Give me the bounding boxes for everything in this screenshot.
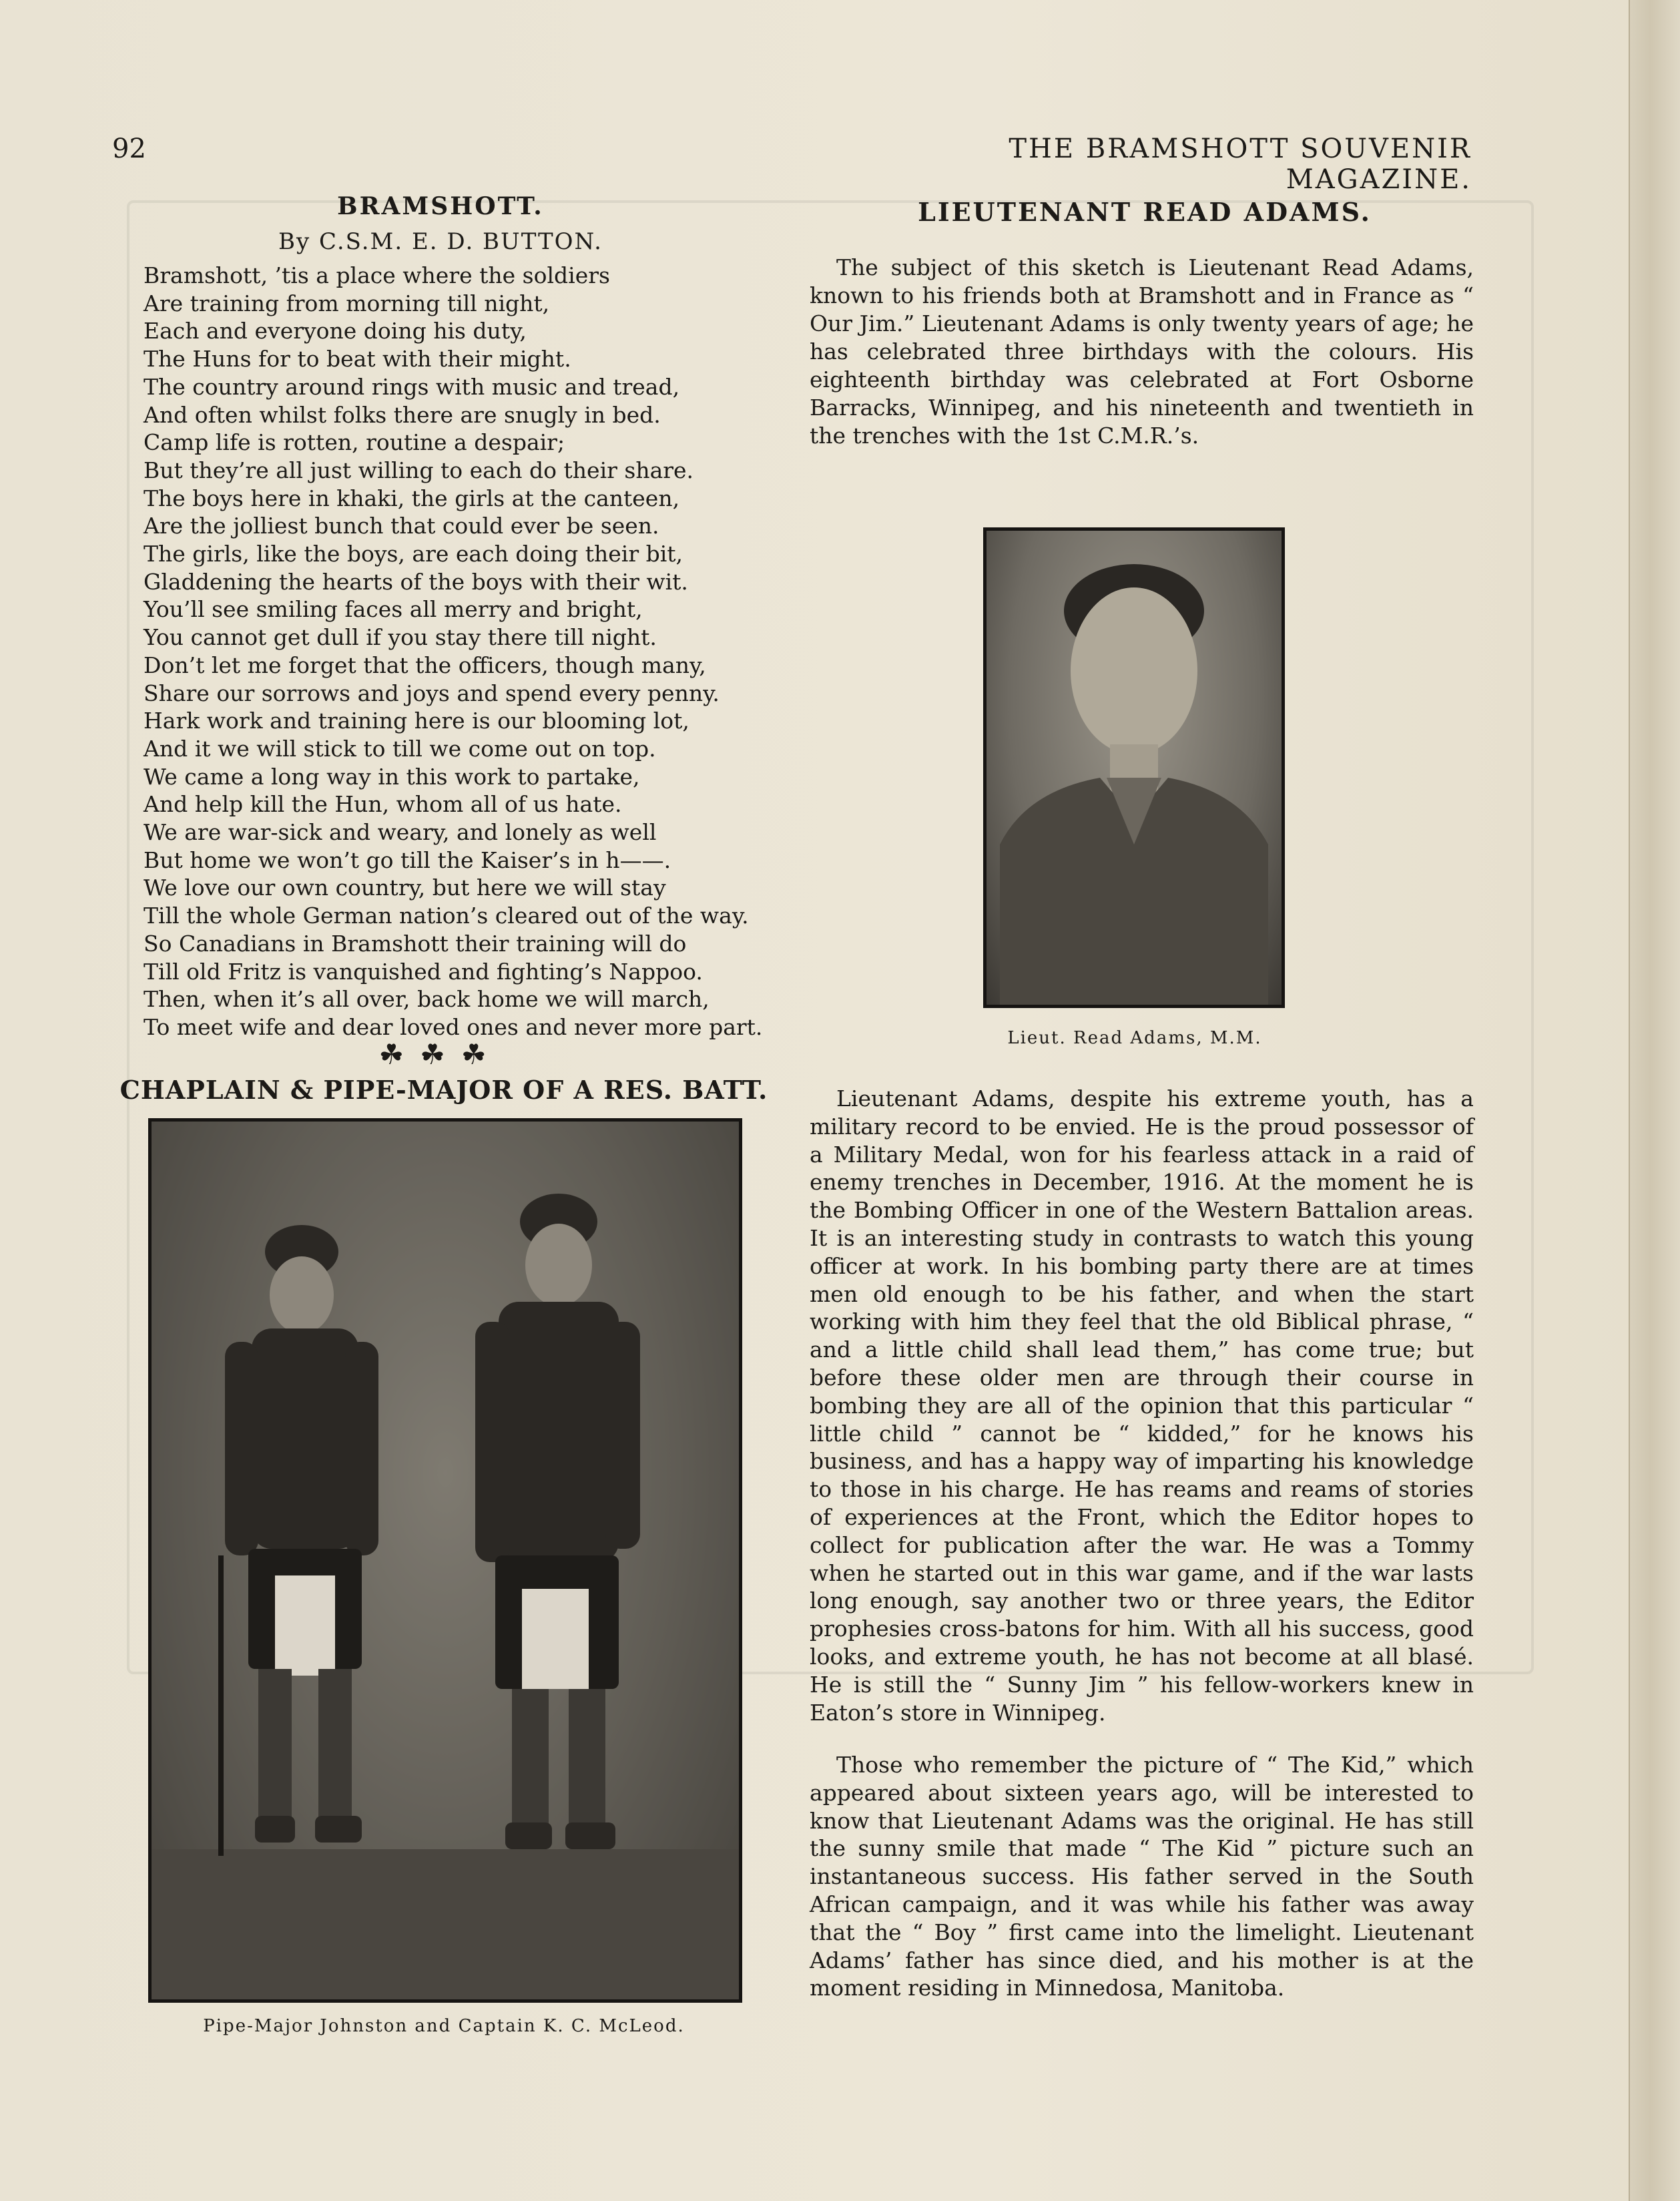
running-header: THE BRAMSHOTT SOUVENIR MAGAZINE. [1009,134,1472,195]
poem-line: Bramshott, ’tis a place where the soldiers [144,262,610,288]
shamrock-ornament: ☘☘☘ [378,1038,503,1071]
page-number: 92 [112,134,146,164]
poem-line: And help kill the Hun, whom all of us hate. [144,791,622,818]
poem-line: You’ll see smiling faces all merry and bright, [144,596,643,623]
poem-line: We love our own country, but here we will stay [144,875,666,901]
poem-line: We came a long way in this work to partake, [144,763,640,790]
poem-line: Then, when it’s all over, back home we will march, [144,986,710,1013]
poem-line: But home we won’t go till the Kaiser’s in h——. [144,846,671,873]
poem-line: The country around rings with music and tread, [144,373,680,400]
chaplain-photo-caption: Pipe-Major Johnston and Captain K. C. McLeod. [203,2016,685,2036]
two-soldiers-illustration [152,1122,739,1999]
read-adams-portrait [983,527,1285,1008]
article-paragraph: Those who remember the picture of “ The Kid,” which appeared about sixteen years ago, will be interested to know that Lieutenant Adams was the original. He has still the sunny smile that made “ The Kid ” picture such an instantaneous success. His father served in the South African campaign, and it was while his father was away that the “ Boy ” first came into the limelight. Lieutenant Adams’ father has since died, and his mother is at the moment residing in Minnedosa, Manitoba. [810,1752,1474,2001]
article-paragraph: The subject of this sketch is Lieutenant Read Adams, known to his friends both at Bramshott and in France as “ Our Jim.” Lieutenant Adams is only twenty years of age; he has celebrated three birthdays with the colours. His eighteenth birthday was celebrated at Fort Osborne Barracks, Winnipeg, and his nineteenth and twentieth in the trenches with the 1st C.M.R.’s. [810,254,1474,449]
portrait-illustration [987,531,1282,1005]
poem-body [144,262,784,1041]
portrait-caption: Lieut. Read Adams, M.M. [1007,1028,1262,1048]
poem-line: Gladdening the hearts of the boys with their wit. [144,568,688,595]
poem-byline: By C.S.M. E. D. BUTTON. [278,228,603,255]
poem-line: Don’t let me forget that the officers, though many, [144,652,706,678]
poem-line: But they’re all just willing to each do their share. [144,457,694,483]
poem-line: So Canadians in Bramshott their training will do [144,930,687,957]
article-paragraph: Lieutenant Adams, despite his extreme youth, has a military record to be envied. He is the proud possessor of a Military Medal, won for his fearless attack in a raid of enemy trenches in December, 1916. At the moment he is the Bombing Officer in one of the Western Battalion areas. It is an interesting study in contrasts to watch this young officer at work. In his bombing party there are at times men old enough to be his father, and when the start working with him they feel that the old Biblical phrase, “ and a little child shall lead them,” has come true; but before these older men are through their course in bombing they are all of the opinion that this particular “ little child ” cannot be “ kidded,” for he knows his business, and has a happy way of imparting his knowledge to those in his charge. He has reams and reams of stories of experiences at the Front, which the Editor hopes to collect for publication after the war. He was a Tommy when he started out in this war game, and if the war lasts long enough, say another two or three years, the Editor prophesies cross-batons for him. With all his success, good looks, and extreme youth, he has not become at all blasé. He is still the “ Sunny Jim ” his fellow-workers knew in Eaton’s store in Winnipeg. [810,1085,1474,1726]
poem-title: BRAMSHOTT. [337,192,544,220]
poem-line: You cannot get dull if you stay there till night. [144,624,657,651]
poem-line: The girls, like the boys, are each doing their bit, [144,541,683,567]
poem-line: The Huns for to beat with their might. [144,346,571,373]
poem-line: And it we will stick to till we come out on top. [144,735,656,762]
poem-line: And often whilst folks there are snugly in bed. [144,401,661,428]
poem-line: Each and everyone doing his duty, [144,318,527,344]
poem-line: Till the whole German nation’s cleared out of the way. [144,903,749,929]
poem-line: Are training from morning till night, [144,290,550,316]
poem-line: Hark work and training here is our blooming lot, [144,708,689,734]
pipe-major-and-captain-photo [148,1118,742,2003]
poem-line: The boys here in khaki, the girls at the canteen, [144,485,680,511]
poem-line: Camp life is rotten, routine a despair; [144,429,565,456]
poem-line: Are the jolliest bunch that could ever be seen. [144,513,659,539]
article-title: LIEUTENANT READ ADAMS. [918,197,1372,227]
poem-line: We are war-sick and weary, and lonely as well [144,819,657,846]
page-edge [1629,0,1680,2201]
chaplain-section-title: CHAPLAIN & PIPE-MAJOR OF A RES. BATT. [119,1075,768,1105]
poem-line: Share our sorrows and joys and spend every penny. [144,680,720,706]
poem-line: To meet wife and dear loved ones and never more part. [144,1013,763,1040]
poem-line: Till old Fritz is vanquished and fighting’s Nappoo. [144,958,703,985]
